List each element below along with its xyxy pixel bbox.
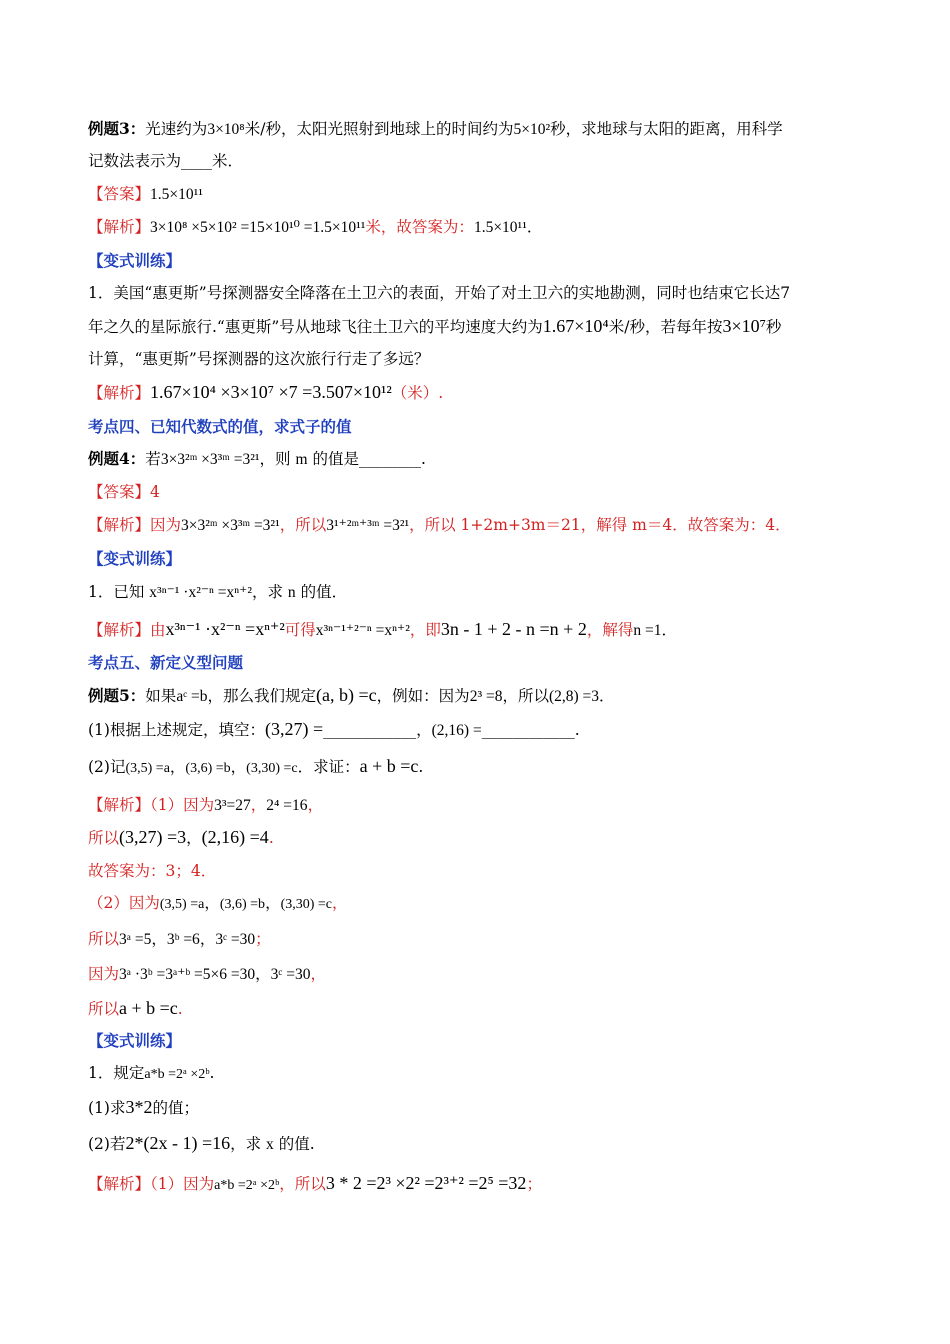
- text-segment: 可得: [284, 621, 316, 639]
- text-segment: ，求: [251, 583, 288, 601]
- section-4-heading: [88, 416, 352, 438]
- text-segment: 考点四、已知代数式的值，求式子的值: [88, 417, 352, 436]
- text-segment: n =1: [633, 622, 662, 639]
- text-segment: 3×10⁸ ×5×10² =15×10¹⁰ =1.5×10¹¹: [150, 219, 366, 236]
- text-segment: ，: [186, 829, 202, 847]
- text-segment: 所以: [88, 829, 120, 847]
- text-segment: 【解析】因为: [88, 516, 182, 534]
- text-segment: (3,27) =3: [119, 827, 187, 847]
- text-segment: 1．已知: [88, 583, 150, 601]
- text-segment: ，: [204, 894, 220, 912]
- text-segment: 米/秒，太阳光照射到地球上的时间约为: [244, 120, 514, 138]
- text-segment: 3×10⁷: [722, 316, 766, 336]
- text-segment: ，所以: [502, 687, 549, 705]
- example-4-answer: [88, 481, 160, 503]
- text-segment: x³ⁿ⁻¹ ·x²⁻ⁿ =xⁿ⁺²: [165, 619, 285, 639]
- text-segment: 5×10²: [513, 121, 551, 138]
- text-segment: ．: [526, 218, 543, 236]
- text-segment: 3ᵇ =6: [166, 931, 200, 948]
- text-segment: 3×3²ᵐ ×3³ᵐ =3²¹: [181, 517, 280, 534]
- text-segment: ，求: [230, 1135, 267, 1153]
- example-5-question: [88, 684, 615, 708]
- text-segment: ，: [265, 894, 281, 912]
- text-segment: ，那么我们规定: [207, 687, 317, 705]
- text-segment: 因为: [88, 965, 120, 983]
- text-segment: 例题4：: [88, 449, 146, 468]
- example-4-analysis: [88, 514, 791, 537]
- text-segment: .: [209, 1064, 215, 1082]
- text-segment: ，: [310, 965, 327, 983]
- text-segment: ，所以 1+2m+3m＝21，解得 m＝4．故答案为：4．: [409, 516, 791, 534]
- example-4-question: [88, 448, 426, 471]
- text-segment: ；: [526, 1175, 542, 1193]
- text-segment: 3 * 2 =2³ ×2² =2³⁺² =2⁵ =32: [325, 1173, 527, 1193]
- example-5-analysis-4: [88, 892, 348, 916]
- text-segment: a*b =2ᵃ ×2ᵇ: [144, 1067, 210, 1082]
- text-segment: 3ᶜ =30: [215, 931, 256, 948]
- text-segment: 的值；: [152, 1099, 199, 1117]
- text-segment: 米，故答案为：: [365, 218, 474, 236]
- text-segment: （2）因为: [88, 894, 160, 912]
- text-segment: 【变式训练】: [88, 251, 182, 270]
- text-segment: 【解析】（1）因为: [88, 1175, 215, 1193]
- text-segment: ____________.: [481, 721, 580, 739]
- variant-3-part-2: [88, 1132, 315, 1156]
- text-segment: ，例如：因为: [376, 687, 470, 705]
- text-segment: ，解得: [586, 621, 634, 639]
- example-3-question: [88, 118, 783, 141]
- example-5-analysis-3: [88, 860, 216, 882]
- example-5-analysis-2: [88, 826, 274, 849]
- text-segment: a + b =c: [359, 756, 419, 776]
- text-segment: 1．美国“惠更斯”号探测器安全降落在土卫六的表面，开始了对土卫六的实地勘测，同时也结束它长达7: [88, 284, 791, 302]
- text-segment: .: [268, 829, 274, 847]
- text-segment: .: [418, 758, 424, 776]
- text-segment: (3,27) =: [264, 719, 324, 739]
- text-segment: (2,16) =: [431, 722, 482, 739]
- text-segment: 【答案】: [88, 483, 151, 501]
- text-segment: 【解析】: [88, 218, 151, 236]
- text-segment: .: [177, 1000, 183, 1018]
- text-segment: x: [266, 1136, 274, 1153]
- example-3-question-cont: [88, 150, 243, 172]
- example-5-analysis-5: [88, 928, 271, 951]
- text-segment: ．求证：: [297, 758, 360, 776]
- text-segment: 所以: [88, 930, 120, 948]
- text-segment: (1)根据上述规定，填空：: [88, 721, 265, 739]
- text-segment: 所以: [88, 1000, 120, 1018]
- text-segment: ．: [661, 621, 677, 639]
- text-segment: ，: [332, 894, 348, 912]
- text-segment: ，: [307, 796, 324, 814]
- section-5-heading: [88, 652, 243, 674]
- variant-2-analysis: [88, 618, 677, 642]
- text-segment: (3,30) =c: [246, 761, 298, 776]
- variant-1-question-cont: [88, 315, 781, 338]
- variant-1-question: [88, 282, 790, 304]
- text-segment: (3,6) =b: [219, 897, 266, 912]
- text-segment: ，: [250, 796, 267, 814]
- text-segment: n: [287, 584, 296, 601]
- text-segment: ，即: [409, 621, 441, 639]
- text-segment: (3,30) =c: [280, 897, 333, 912]
- text-segment: 光速约为: [145, 120, 208, 138]
- variant-3-analysis: [88, 1172, 542, 1197]
- text-segment: ，: [169, 758, 186, 776]
- text-segment: （米）.: [391, 384, 444, 402]
- variant-2-question: [88, 581, 347, 604]
- text-segment: 2³ =8: [469, 688, 503, 705]
- text-segment: ，: [151, 930, 167, 948]
- text-segment: 计算，“惠更斯”号探测器的这次旅行行走了多远？: [88, 350, 430, 368]
- text-segment: 3ᶜ =30: [270, 966, 311, 983]
- example-3-analysis: [88, 216, 542, 239]
- text-segment: 秒: [765, 318, 782, 336]
- text-segment: 3×3²ᵐ ×3³ᵐ =3²¹: [160, 451, 260, 468]
- text-segment: 3ᵃ ·3ᵇ =3ᵃ⁺ᵇ =5×6 =30: [119, 966, 256, 983]
- text-segment: 3n - 1 + 2 - n =n + 2: [440, 619, 587, 639]
- text-segment: (1)求: [88, 1099, 126, 1117]
- text-segment: 3*2: [125, 1097, 153, 1117]
- text-segment: ，则: [259, 450, 296, 468]
- variant-1-question-end: [88, 348, 429, 370]
- text-segment: ，所以: [279, 516, 327, 534]
- text-segment: (3,5) =a: [125, 761, 170, 776]
- text-segment: 例题5：: [88, 686, 146, 705]
- text-segment: 米/秒，若每年按: [608, 318, 723, 336]
- variant-3-question: [88, 1062, 214, 1086]
- variant-1-analysis: [88, 381, 443, 404]
- text-segment: 4: [150, 483, 160, 501]
- text-segment: 1.5×10¹¹: [473, 219, 527, 236]
- text-segment: ，所以: [279, 1175, 326, 1193]
- text-segment: 【变式训练】: [88, 549, 182, 568]
- text-segment: 2*(2x - 1) =16: [125, 1133, 231, 1153]
- text-segment: 【变式训练】: [88, 1031, 182, 1050]
- variant-3-part-1: [88, 1096, 199, 1119]
- text-segment: (3,5) =a: [159, 897, 205, 912]
- text-segment: m: [295, 451, 308, 468]
- text-segment: 如果: [145, 687, 177, 705]
- example-5-analysis-6: [88, 963, 326, 986]
- text-segment: 考点五、新定义型问题: [88, 653, 244, 672]
- text-segment: 【解析】（1）因为: [88, 796, 215, 814]
- variant-training-heading: [88, 250, 181, 272]
- text-segment: 1．规定: [88, 1064, 145, 1082]
- text-segment: 【解析】由: [88, 621, 166, 639]
- text-segment: 的值是________.: [307, 450, 426, 468]
- text-segment: a + b =c: [119, 998, 178, 1018]
- text-segment: 3ᵃ =5: [119, 931, 152, 948]
- text-segment: 若: [145, 450, 161, 468]
- text-segment: 故答案为：3；4．: [88, 862, 217, 880]
- text-segment: 3³=27: [214, 797, 251, 814]
- example-5-part-2: [88, 755, 423, 780]
- text-segment: ．: [599, 687, 615, 705]
- text-segment: x³ⁿ⁻¹ ·x²⁻ⁿ =xⁿ⁺²: [149, 584, 252, 601]
- variant-training-heading: [88, 1030, 181, 1052]
- text-segment: a*b =2ᵃ ×2ᵇ: [214, 1178, 280, 1193]
- text-segment: 的值.: [273, 1135, 315, 1153]
- text-segment: 秒，求地球与太阳的距离，用科学: [550, 120, 783, 138]
- text-segment: ，: [199, 930, 216, 948]
- text-segment: 【解析】: [88, 384, 151, 402]
- text-segment: (2)若: [88, 1135, 126, 1153]
- example-5-part-1: [88, 718, 580, 742]
- text-segment: 记数法表示为____米．: [88, 152, 244, 170]
- text-segment: ，: [255, 965, 271, 983]
- text-segment: 的值．: [295, 583, 348, 601]
- text-segment: (2)记: [88, 758, 126, 776]
- text-segment: 年之久的星际旅行.“惠更斯”号从地球飞往土卫六的平均速度大约为: [88, 318, 543, 336]
- text-segment: (2,16) =4: [201, 827, 269, 847]
- text-segment: (a, b) =c: [316, 685, 377, 705]
- text-segment: aᶜ =b: [176, 688, 208, 705]
- text-segment: x³ⁿ⁻¹⁺²⁻ⁿ =xⁿ⁺²: [315, 622, 410, 639]
- text-segment: 3×10⁸: [207, 121, 245, 138]
- text-segment: ，: [230, 758, 247, 776]
- text-segment: 例题3：: [88, 119, 146, 138]
- example-5-analysis-1: [88, 794, 323, 817]
- text-segment: 1.67×10⁴ ×3×10⁷ ×7 =3.507×10¹²: [150, 382, 392, 402]
- text-segment: 【答案】: [88, 185, 151, 203]
- text-segment: (3,6) =b: [185, 761, 231, 776]
- example-5-analysis-7: [88, 997, 183, 1020]
- text-segment: 1.5×10¹¹: [150, 186, 203, 203]
- text-segment: ____________，: [323, 721, 432, 739]
- variant-training-heading: [88, 548, 181, 570]
- text-segment: (2,8) =3: [548, 688, 600, 705]
- text-segment: ；: [255, 930, 271, 948]
- text-segment: 3¹⁺²ᵐ⁺³ᵐ =3²¹: [326, 517, 410, 534]
- example-3-answer: [88, 183, 203, 206]
- text-segment: 1.67×10⁴: [542, 316, 609, 336]
- text-segment: 2⁴ =16: [266, 797, 308, 814]
